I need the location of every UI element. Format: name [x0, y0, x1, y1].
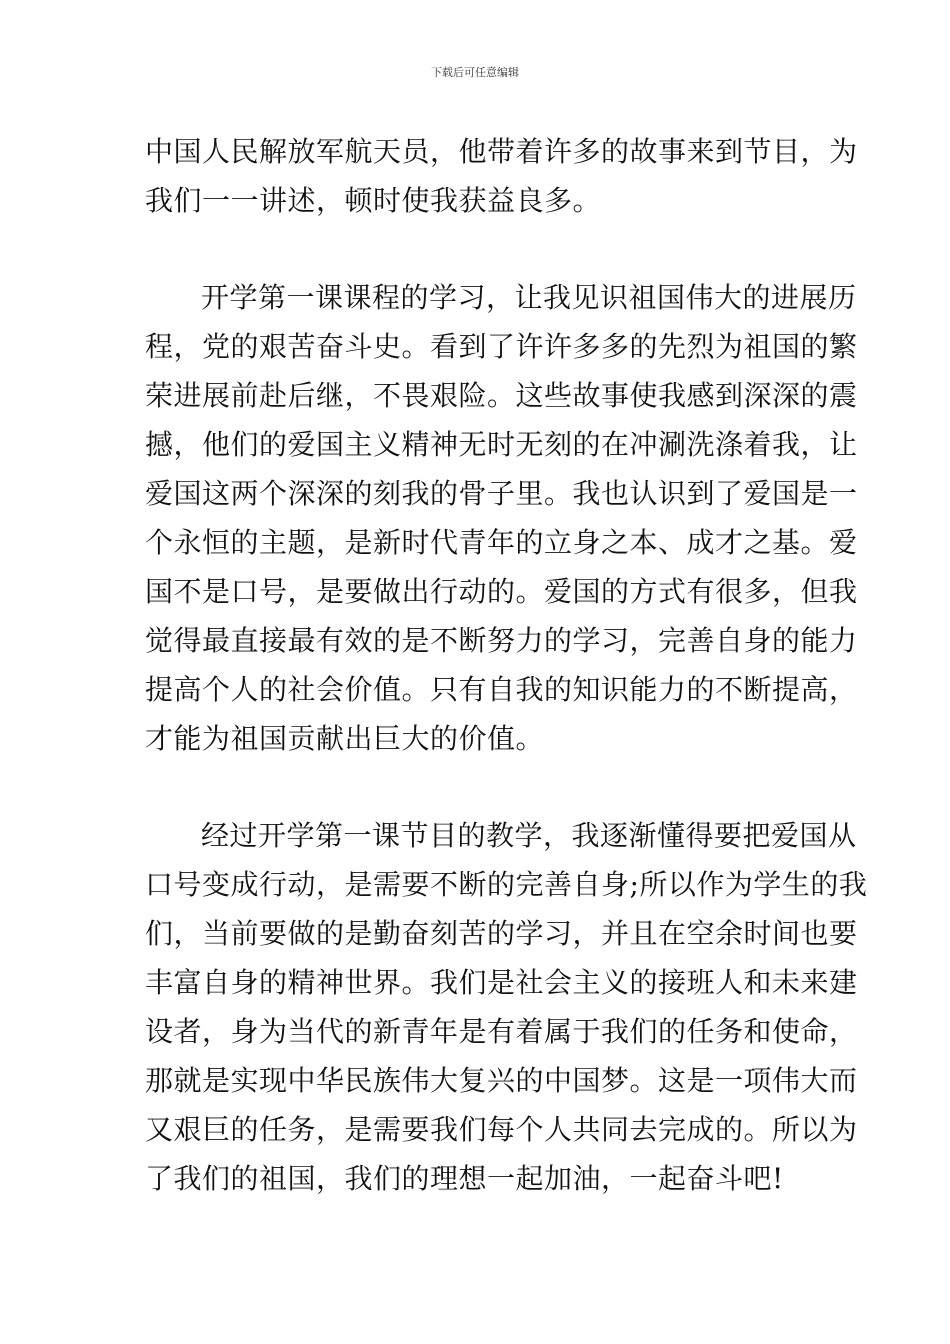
text-line: 荣进展前赴后继，不畏艰险。这些故事使我感到深深的震 [145, 379, 858, 412]
text-line: 开学第一课课程的学习，让我见识祖国伟大的进展历 [201, 281, 857, 314]
text-line: 程，党的艰苦奋斗史。看到了许许多多的先烈为祖国的繁 [145, 330, 858, 363]
text-line: 口号变成行动，是需要不断的完善自身;所以作为学生的我 [145, 868, 868, 901]
paragraph-3 [145, 811, 868, 1203]
text-line: 国不是口号，是要做出行动的。爱国的方式有很多，但我 [145, 575, 858, 608]
paragraph-1 [145, 127, 858, 225]
text-line: 丰富自身的精神世界。我们是社会主义的接班人和未来建 [145, 966, 858, 999]
text-line: 爱国这两个深深的刻我的骨子里。我也认识到了爱国是一 [145, 477, 858, 510]
text-line: 设者，身为当代的新青年是有着属于我们的任务和使命， [145, 1015, 858, 1048]
text-line: 觉得最直接最有效的是不断努力的学习，完善自身的能力 [145, 624, 858, 657]
text-line: 撼，他们的爱国主义精神无时无刻的在冲涮洗涤着我，让 [145, 428, 858, 461]
paragraph-gap [145, 225, 810, 273]
text-line: 提高个人的社会价值。只有自我的知识能力的不断提高， [145, 673, 858, 706]
paragraph-2 [145, 273, 858, 763]
text-line: 中国人民解放军航天员，他带着许多的故事来到节目，为 [145, 135, 858, 168]
text-line: 经过开学第一课节目的教学，我逐渐懂得要把爱国从 [201, 819, 857, 852]
text-line: 了我们的祖国，我们的理想一起加油，一起奋斗吧! [145, 1162, 784, 1195]
page-header: 下载后可任意编辑 [431, 66, 519, 79]
text-line: 们，当前要做的是勤奋刻苦的学习，并且在空余时间也要 [145, 917, 858, 950]
text-line: 才能为祖国贡献出巨大的价值。 [145, 722, 545, 755]
text-line: 又艰巨的任务，是需要我们每个人共同去完成的。所以为 [145, 1113, 858, 1146]
text-line: 我们一一讲述，顿时使我获益良多。 [145, 184, 602, 217]
document-body [145, 127, 868, 1203]
paragraph-gap [145, 763, 810, 811]
text-line: 那就是实现中华民族伟大复兴的中国梦。这是一项伟大而 [145, 1064, 858, 1097]
text-line: 个永恒的主题，是新时代青年的立身之本、成才之基。爱 [145, 526, 858, 559]
